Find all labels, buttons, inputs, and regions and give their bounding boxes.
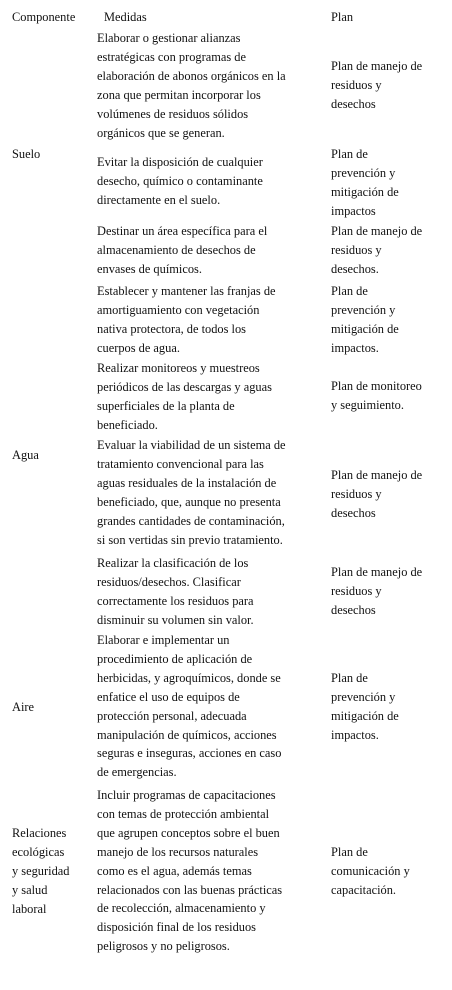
header-componente: Componente bbox=[12, 10, 76, 24]
plan-cell: Plan de comunicación y capacitación. bbox=[331, 845, 410, 897]
medida-cell: Evitar la disposición de cualquier desecho, químico o contaminante directamente en el suelo. bbox=[97, 155, 263, 207]
medida-cell: Establecer y mantener las franjas de amortiguamiento con vegetación nativa protectora, de todos los cuerpos de agua. bbox=[97, 284, 276, 355]
component-relaciones: Relaciones ecológicas y seguridad y salud laboral bbox=[12, 826, 70, 916]
medida-cell: Incluir programas de capacitaciones con temas de protección ambiental que agrupen conceptos sobre el buen manejo de los recursos naturales como es el agua, además temas relacionados con las buenas prácticas de recolección, almacenamiento y disposición final de los residuos peligrosos y no peligrosos. bbox=[97, 788, 283, 954]
medida-cell: Realizar monitoreos y muestreos periódicos de las descargas y aguas superficiales de la planta de beneficiado. bbox=[97, 361, 272, 432]
component-suelo: Suelo bbox=[12, 147, 41, 161]
plan-cell: Plan de prevención y mitigación de impactos. bbox=[331, 671, 399, 742]
plan-cell: Plan de monitoreo y seguimiento. bbox=[331, 379, 422, 412]
component-aire: Aire bbox=[12, 700, 35, 714]
header-plan: Plan bbox=[331, 10, 354, 24]
header-medidas: Medidas bbox=[104, 10, 147, 24]
medida-cell: Evaluar la viabilidad de un sistema de tratamiento convencional para las aguas residuales de la instalación de beneficiado, que, aunque no presenta grandes cantidades de contaminación, si son vertidas sin previo tratamiento. bbox=[97, 438, 286, 547]
plan-cell: Plan de manejo de residuos y desechos bbox=[331, 59, 423, 111]
medida-cell: Destinar un área específica para el almacenamiento de desechos de envases de químicos. bbox=[97, 224, 268, 276]
plan-cell: Plan de prevención y mitigación de impactos bbox=[331, 147, 399, 218]
plan-cell: Plan de manejo de residuos y desechos. bbox=[331, 224, 423, 276]
component-agua: Agua bbox=[12, 448, 39, 462]
medida-cell: Elaborar e implementar un procedimiento de aplicación de herbicidas, y agroquímicos, donde se enfatice el uso de equipos de protección personal, adecuada manipulación de químicos, acciones seguras e inseguras, acciones en caso de emergencias. bbox=[97, 633, 282, 780]
plan-cell: Plan de manejo de residuos y desechos bbox=[331, 468, 423, 520]
plan-cell: Plan de prevención y mitigación de impactos. bbox=[331, 284, 399, 355]
plan-cell: Plan de manejo de residuos y desechos bbox=[331, 565, 423, 617]
medida-cell: Realizar la clasificación de los residuos/desechos. Clasificar correctamente los residuos para disminuir su volumen sin valor. bbox=[97, 556, 254, 627]
medida-cell: Elaborar o gestionar alianzas estratégicas con programas de elaboración de abonos orgánicos en la zona que permitan incorporar los volúmenes de residuos sólidos orgánicos que se generan. bbox=[97, 31, 286, 140]
